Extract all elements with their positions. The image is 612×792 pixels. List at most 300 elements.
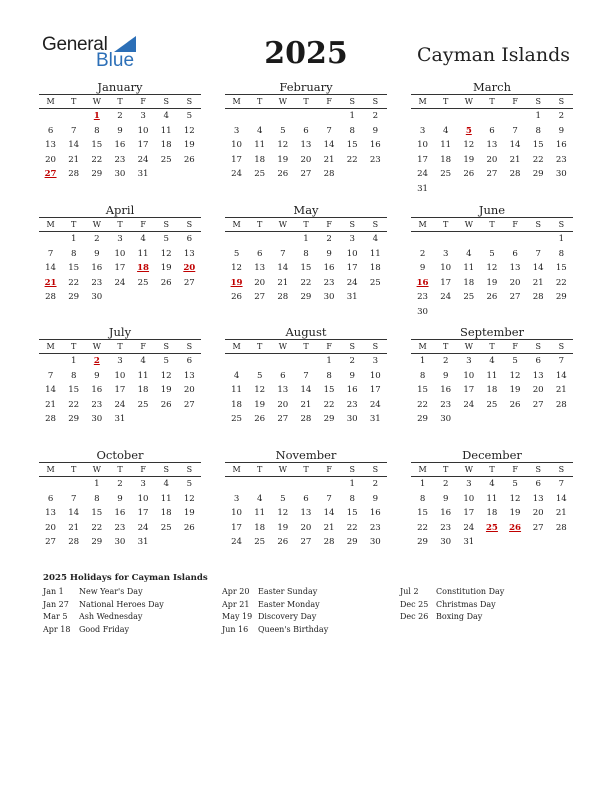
day-cell: 15 [346,140,358,151]
day-cell: 23 [323,277,335,288]
day-cell: 1 [349,111,355,121]
weekday-label: M [46,97,55,106]
day-cell: 5 [256,370,263,381]
day-cell: 12 [231,263,243,274]
holiday-date: Jan 1 [43,587,64,596]
day-cell: 9 [419,263,426,274]
month-may [225,203,387,305]
holiday-date: May 19 [222,612,253,622]
day-cell: 18 [440,154,452,165]
day-cell: 16 [440,508,452,519]
day-cell: 22 [346,154,358,165]
day-cell: 20 [45,154,57,165]
day-cell: 26 [160,399,172,410]
day-cell: 6 [47,493,54,504]
day-cell: 28 [323,537,335,548]
day-cell: 20 [509,277,521,288]
day-cell: 18 [486,508,498,519]
day-cell: 30 [440,414,452,425]
day-cell: 22 [91,522,103,533]
holiday-column [400,586,504,624]
day-cell: 17 [440,277,452,288]
weekday-header [39,462,201,477]
day-cell: 26 [231,292,243,303]
day-cell: 8 [326,370,332,381]
day-cell: 17 [137,140,149,151]
day-cell: 25 [369,277,381,288]
day-cell: 16 [323,263,335,274]
day-cell: 13 [300,508,312,519]
day-cell: 15 [91,508,103,519]
weekday-label: W [92,465,101,474]
weekday-label: S [372,97,379,106]
weekday-label: W [278,97,287,106]
holiday-day-cell: 21 [44,277,57,288]
day-cell: 20 [532,385,544,396]
weekday-label: T [257,97,263,106]
day-cell: 10 [346,248,358,259]
holiday-name: Ash Wednesday [79,612,143,622]
day-cell: 19 [160,385,172,396]
day-cell: 26 [254,414,266,425]
day-cell: 8 [349,125,355,136]
day-cell: 9 [372,125,379,136]
day-cell: 12 [509,493,521,504]
day-grid [39,109,201,182]
day-cell: 15 [91,140,103,151]
day-cell: 26 [509,399,521,410]
weekday-label: T [303,220,309,229]
day-cell: 18 [137,385,149,396]
empty-cell [225,354,248,369]
day-cell: 7 [326,125,332,136]
month-title: June [478,203,506,217]
day-cell: 22 [91,154,103,165]
holiday-name: Easter Monday [258,599,320,609]
weekday-label: W [464,465,473,474]
day-cell: 10 [137,493,149,504]
day-cell: 13 [532,370,544,381]
day-cell: 21 [509,154,521,165]
day-cell: 9 [349,370,355,381]
month-title: July [108,325,132,339]
day-cell: 15 [555,263,567,274]
day-cell: 7 [535,248,541,259]
day-cell: 30 [323,292,335,303]
day-cell: 5 [489,248,495,259]
holiday-day-cell: 5 [465,125,472,136]
day-cell: 13 [45,508,57,519]
day-cell: 27 [183,399,195,410]
weekday-label: T [71,97,77,106]
day-cell: 7 [558,479,565,489]
day-cell: 4 [163,111,169,121]
weekday-label: W [92,220,101,229]
day-cell: 13 [254,263,266,274]
weekday-label: S [163,342,170,351]
day-cell: 10 [417,140,429,151]
weekday-label: F [512,220,518,229]
day-cell: 14 [277,263,289,274]
day-cell: 8 [303,248,309,259]
day-cell: 16 [369,140,381,151]
holiday-item [43,586,164,599]
day-cell: 31 [137,169,149,180]
day-cell: 15 [417,385,429,396]
day-cell: 30 [555,169,567,180]
day-cell: 14 [300,385,312,396]
day-cell: 3 [117,234,123,244]
day-cell: 3 [233,493,240,504]
day-cell: 25 [160,154,172,165]
day-cell: 6 [186,234,193,244]
holiday-day-cell: 18 [137,263,150,274]
weekday-label: S [535,342,542,351]
day-grid [225,477,387,550]
day-cell: 17 [114,385,126,396]
empty-cell [225,477,248,492]
day-grid [411,354,573,427]
day-cell: 12 [160,248,172,259]
day-cell: 5 [163,356,169,366]
day-cell: 18 [463,277,475,288]
day-cell: 26 [486,292,498,303]
day-cell: 25 [160,522,172,533]
day-cell: 10 [114,370,126,381]
day-cell: 11 [463,263,475,274]
day-cell: 17 [114,263,126,274]
day-cell: 7 [303,370,309,381]
day-cell: 3 [372,356,379,366]
holiday-name: Boxing Day [436,612,483,622]
weekday-label: T [257,220,263,229]
day-cell: 1 [349,479,355,489]
empty-cell [434,109,457,124]
day-cell: 1 [419,356,426,366]
day-cell: 11 [486,370,498,381]
weekday-label: T [489,220,495,229]
weekday-label: W [92,97,101,106]
weekday-header [39,339,201,354]
day-cell: 3 [117,356,123,366]
holiday-name: New Year's Day [79,587,143,596]
weekday-label: F [326,465,332,474]
day-cell: 22 [68,399,80,410]
weekday-label: T [303,97,309,106]
day-cell: 24 [346,277,358,288]
day-cell: 6 [256,248,263,259]
weekday-label: M [418,220,427,229]
day-cell: 30 [346,414,358,425]
holiday-date: Apr 20 [222,587,250,596]
day-cell: 16 [440,385,452,396]
weekday-label: T [443,465,449,474]
day-cell: 20 [183,385,195,396]
day-cell: 25 [486,399,498,410]
day-cell: 28 [68,537,80,548]
holiday-day-cell: 26 [509,522,522,533]
day-cell: 28 [277,292,289,303]
day-cell: 20 [486,154,498,165]
weekday-label: M [46,465,55,474]
day-grid [225,232,387,305]
day-cell: 18 [231,399,243,410]
day-cell: 27 [45,537,57,548]
day-cell: 7 [70,125,77,136]
day-cell: 8 [94,493,100,504]
weekday-label: T [443,97,449,106]
day-cell: 27 [183,277,195,288]
day-cell: 14 [45,263,57,274]
day-cell: 24 [440,292,452,303]
day-cell: 29 [91,537,103,548]
month-title: August [285,325,327,339]
weekday-label: T [71,220,77,229]
weekday-label: S [372,465,379,474]
holiday-name: National Heroes Day [79,599,164,609]
day-cell: 22 [417,399,429,410]
day-grid [39,232,201,305]
day-cell: 17 [137,508,149,519]
holiday-item [222,624,328,637]
day-cell: 28 [45,414,57,425]
day-cell: 19 [463,154,475,165]
day-cell: 14 [45,385,57,396]
weekday-label: T [443,220,449,229]
empty-cell [457,109,480,124]
holiday-date: Jul 2 [400,587,419,596]
weekday-label: S [349,342,356,351]
day-cell: 25 [254,537,266,548]
day-cell: 11 [254,140,266,151]
day-cell: 10 [114,248,126,259]
day-cell: 27 [509,292,521,303]
day-cell: 31 [369,414,381,425]
weekday-label: S [349,97,356,106]
day-cell: 9 [442,370,449,381]
day-cell: 25 [463,292,475,303]
day-cell: 14 [323,140,335,151]
empty-cell [271,354,294,369]
weekday-label: W [92,342,101,351]
day-cell: 8 [419,493,426,504]
day-cell: 14 [532,263,544,274]
month-september [411,325,573,427]
holiday-name: Queen's Birthday [258,624,329,634]
day-cell: 3 [140,479,146,489]
day-cell: 27 [532,522,544,533]
empty-cell [318,109,341,124]
weekday-header [225,339,387,354]
holiday-item [222,611,328,624]
day-cell: 4 [256,125,263,136]
day-cell: 27 [277,414,289,425]
empty-cell [225,109,248,124]
day-cell: 8 [558,248,565,259]
weekday-label: F [140,220,146,229]
day-cell: 19 [183,140,195,151]
day-cell: 15 [323,385,335,396]
day-cell: 22 [532,154,544,165]
day-cell: 6 [280,370,286,381]
day-cell: 21 [277,277,289,288]
weekday-label: T [71,465,77,474]
holiday-day-cell: 19 [230,277,243,288]
weekday-label: S [535,97,542,106]
weekday-label: F [326,220,332,229]
weekday-label: T [489,97,495,106]
weekday-label: S [163,220,170,229]
weekday-label: F [140,97,146,106]
day-cell: 17 [417,154,429,165]
day-cell: 25 [440,169,452,180]
day-cell: 28 [532,292,544,303]
weekday-label: T [117,97,123,106]
day-cell: 25 [254,169,266,180]
empty-cell [527,232,550,247]
day-cell: 18 [160,508,172,519]
day-cell: 17 [231,522,243,533]
day-cell: 1 [70,234,77,244]
day-cell: 9 [372,493,379,504]
day-cell: 21 [300,399,312,410]
day-cell: 13 [277,385,289,396]
holiday-date: Dec 26 [400,612,429,622]
month-title: January [97,80,143,94]
day-cell: 26 [277,537,289,548]
day-cell: 9 [442,493,449,504]
day-cell: 4 [140,356,146,366]
weekday-label: M [232,465,241,474]
weekday-label: T [117,465,123,474]
weekday-label: M [232,342,241,351]
empty-cell [271,232,294,247]
day-cell: 30 [114,169,126,180]
day-cell: 6 [535,479,541,489]
day-cell: 14 [68,140,80,151]
day-cell: 6 [489,125,495,136]
weekday-label: W [278,220,287,229]
empty-cell [39,477,62,492]
day-cell: 1 [419,479,426,489]
weekday-label: S [163,465,170,474]
empty-cell [294,109,317,124]
day-cell: 7 [558,356,565,366]
day-cell: 14 [509,140,521,151]
weekday-header [39,94,201,109]
day-cell: 31 [346,292,358,303]
weekday-label: S [186,342,193,351]
weekday-label: F [326,342,332,351]
holiday-day-cell: 16 [416,277,429,288]
day-cell: 24 [369,399,381,410]
day-cell: 4 [163,479,169,489]
holiday-item [222,599,328,612]
weekday-label: M [418,342,427,351]
weekday-label: S [535,220,542,229]
day-cell: 24 [114,399,126,410]
day-cell: 29 [417,414,429,425]
day-cell: 31 [463,537,475,548]
day-cell: 27 [486,169,498,180]
day-cell: 29 [300,292,312,303]
day-cell: 2 [117,111,123,121]
weekday-label: T [117,220,123,229]
empty-cell [434,232,457,247]
holiday-day-cell: 20 [183,263,196,274]
day-cell: 11 [486,493,498,504]
day-cell: 6 [535,356,541,366]
day-cell: 24 [231,537,243,548]
day-cell: 23 [346,399,358,410]
day-cell: 28 [323,169,335,180]
day-cell: 27 [300,537,312,548]
day-cell: 18 [254,522,266,533]
day-cell: 17 [369,385,381,396]
day-cell: 7 [512,125,518,136]
day-grid [411,109,573,197]
day-cell: 9 [326,248,332,259]
day-cell: 10 [463,370,475,381]
day-grid [225,109,387,182]
day-cell: 6 [512,248,518,259]
month-december [411,448,573,550]
day-cell: 19 [486,277,498,288]
day-cell: 1 [558,234,565,244]
day-cell: 10 [440,263,452,274]
empty-cell [248,232,271,247]
day-cell: 29 [323,414,335,425]
holiday-date: Jun 16 [222,624,249,634]
day-cell: 29 [68,414,80,425]
day-cell: 29 [555,292,567,303]
holiday-name: Constitution Day [436,587,505,596]
day-cell: 23 [114,154,126,165]
day-cell: 17 [231,154,243,165]
day-cell: 21 [323,154,335,165]
day-cell: 29 [532,169,544,180]
day-cell: 18 [369,263,381,274]
day-cell: 1 [303,234,309,244]
month-november [225,448,387,550]
empty-cell [504,232,527,247]
holidays-title: 2025 Holidays for Cayman Islands [43,573,208,583]
day-cell: 24 [463,522,475,533]
day-cell: 16 [114,140,126,151]
day-grid [411,477,573,550]
day-grid [39,354,201,427]
empty-cell [62,109,85,124]
holiday-date: Apr 18 [43,624,71,634]
logo-text-general: General [42,34,108,55]
day-cell: 26 [183,522,195,533]
empty-cell [411,232,434,247]
empty-cell [480,109,503,124]
day-cell: 17 [346,263,358,274]
month-title: March [473,80,511,94]
weekday-header [411,217,573,232]
day-cell: 16 [555,140,567,151]
day-cell: 7 [47,248,54,259]
day-cell: 18 [254,154,266,165]
empty-cell [504,109,527,124]
day-cell: 12 [183,493,195,504]
weekday-label: T [443,342,449,351]
day-cell: 20 [532,508,544,519]
day-cell: 25 [231,414,243,425]
day-cell: 28 [555,399,567,410]
day-cell: 13 [45,140,57,151]
